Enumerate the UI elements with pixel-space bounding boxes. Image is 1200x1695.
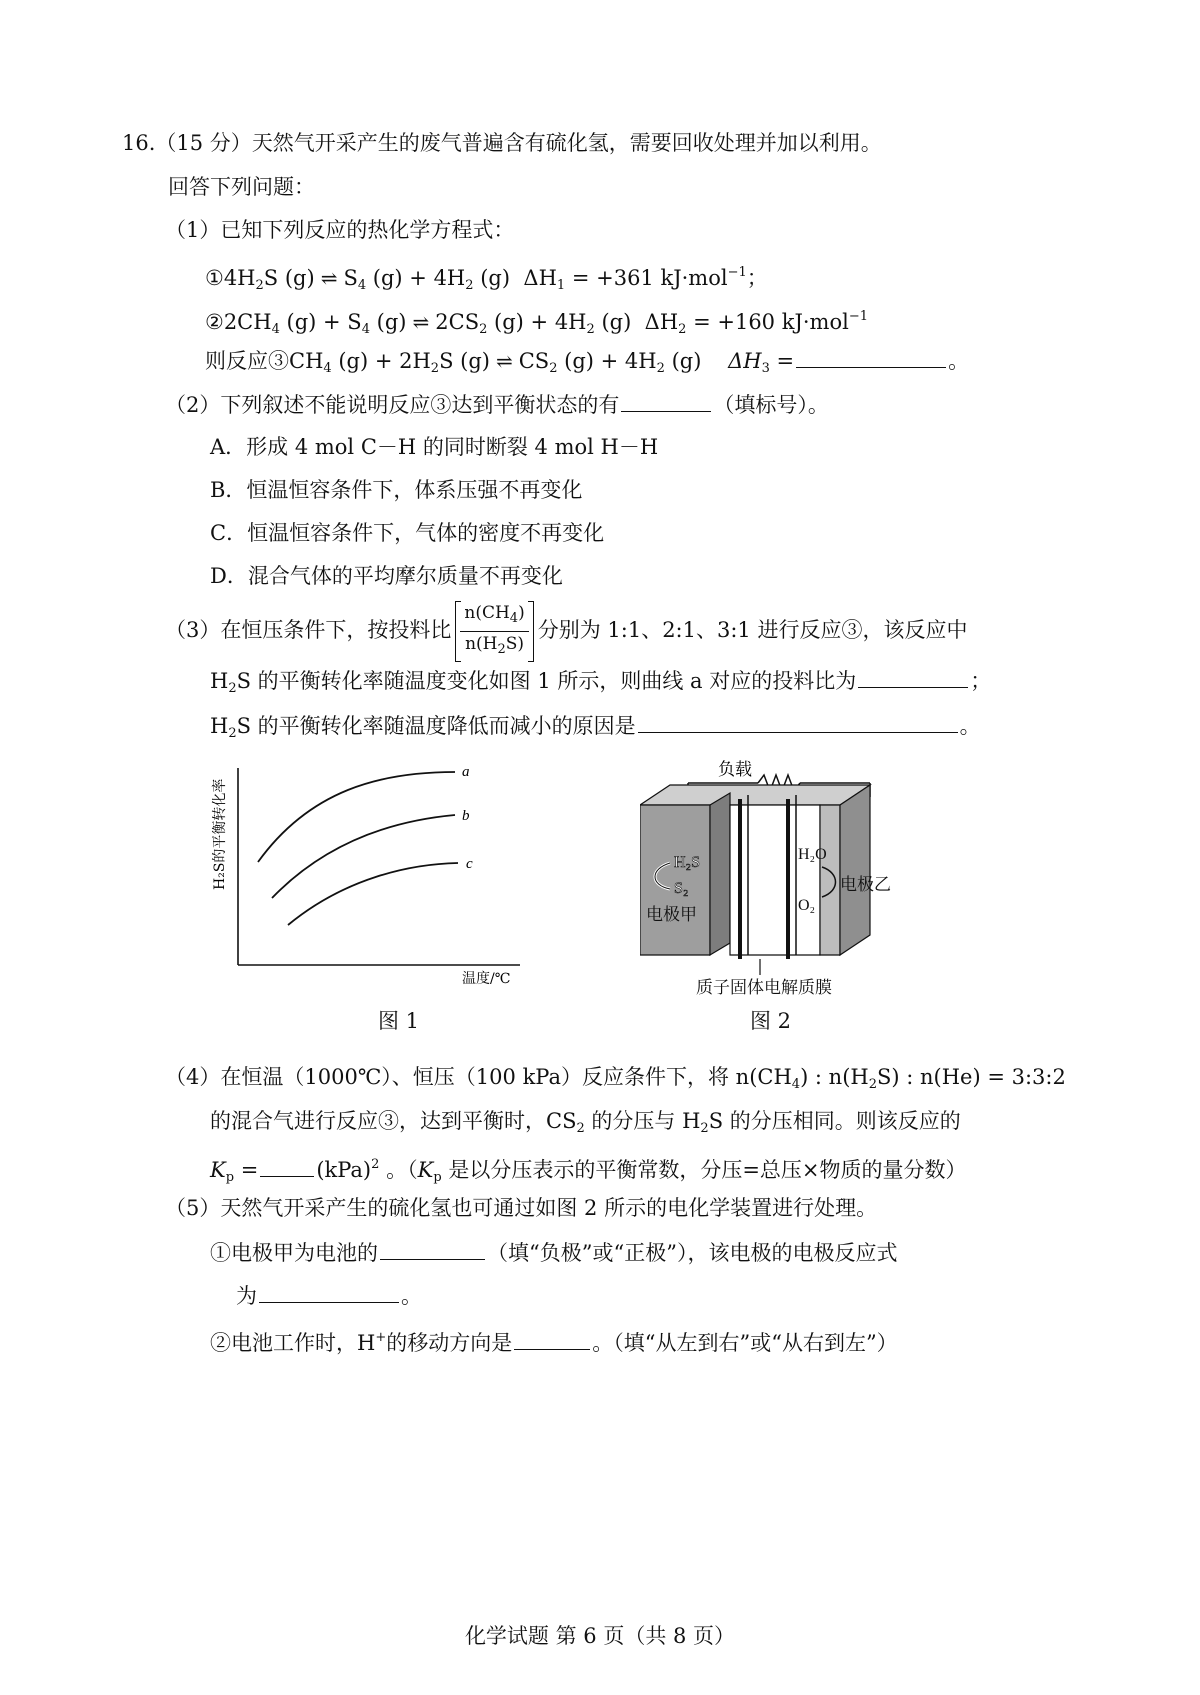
right-electrode-label: 电极乙 <box>840 875 891 895</box>
curve-label-b: b <box>462 808 470 824</box>
answer-blank-reason[interactable] <box>638 710 958 733</box>
answer-blank-ratio[interactable] <box>858 665 968 688</box>
question-prompt: 回答下列问题： <box>168 175 315 199</box>
right-bottom-species: O₂ <box>798 897 816 914</box>
curve-label-a: a <box>462 764 470 780</box>
part5-q2: ②电池工作时，H+的移动方向是 。（填“从左到右”或“从右到左”） <box>210 1323 898 1358</box>
part5-q1-cont: 为 。 <box>236 1280 422 1311</box>
left-top-species: H₂S <box>674 854 701 871</box>
figure-1-chart <box>200 760 540 990</box>
equation-1: $①4H_2S$ (g) ⇌ $S_4$ $(g) + 4H_2$ (g) $\Delta H_1 = +361$ kJ·mol$^{-1}$； <box>205 265 768 293</box>
curve-label-c: c <box>466 856 473 872</box>
part4-line1: （4）在恒温（1000℃）、恒压（100 kPa）反应条件下，将 $n(CH_4)$ : $n(H_2S)$ : n(He) = 3:3:2 <box>165 1065 1066 1092</box>
answer-blank-dh3[interactable] <box>796 345 946 368</box>
part5-q1: ①电极甲为电池的 （填“负极”或“正极”），该电极的电极反应式 <box>210 1237 897 1268</box>
part2-header: （2）下列叙述不能说明反应③达到平衡状态的有 （填标号）。 <box>165 389 829 420</box>
left-electrode-label: 电极甲 <box>646 905 697 925</box>
equilibrium-arrow-icon: ⇌ <box>412 310 430 334</box>
left-bottom-species: S₂ <box>674 880 689 897</box>
question-number: 16. <box>122 131 156 155</box>
part3-line1: （3）在恒压条件下，按投料比 $\frac{n(CH_4)}{n(H_2S)}$ 分别为 1:1、2:1、3:1 进行反应③，该反应中 <box>165 600 967 662</box>
part3-line2: $H_2S$ 的平衡转化率随温度变化如图 1 所示，则曲线 a 对应的投料比为 ； <box>210 665 991 704</box>
answer-blank-kp[interactable] <box>260 1154 314 1177</box>
electrode-right <box>840 785 870 955</box>
figure-2-caption: 图 2 <box>750 1009 792 1033</box>
part5-header: （5）天然气开采产生的硫化氢也可通过如图 2 所示的电化学装置进行处理。 <box>165 1196 878 1220</box>
equation-2: $②2CH_4$ $(g) + S_4$ (g) ⇌ $2CS_2$ $(g) + 4H_2$ (g) $\Delta H_2 = +160$ kJ·mol$^{-1}$ <box>205 309 868 337</box>
part3-line3: $H_2S$ 的平衡转化率随温度降低而减小的原因是 。 <box>210 710 981 749</box>
curve-a <box>258 772 455 862</box>
option-a: A．形成 4 mol C－H 的同时断裂 4 mol H－H <box>210 435 659 459</box>
part4-line3: $K_p = (kPa)^2$ 。（$K_p$ 是以分压表示的平衡常数，分压=总压×物质的量分数） <box>210 1150 967 1193</box>
part1-header: （1）已知下列反应的热化学方程式： <box>165 218 515 242</box>
option-c: C．恒温恒容条件下，气体的密度不再变化 <box>210 521 605 545</box>
right-top-species: H₂O <box>798 846 827 863</box>
option-d: D．混合气体的平均摩尔质量不再变化 <box>210 564 563 588</box>
y-axis-label: H₂S的平衡转化率 <box>212 778 228 890</box>
part4-line2: 的混合气进行反应③，达到平衡时，$CS_2$ 的分压与 $H_2S$ 的分压相同。则该反应的 <box>210 1109 961 1136</box>
equation-3: 则反应$③CH_4$ $(g) + 2H_2S$ (g) ⇌ $CS_2$ $(g) + 4H_2$ (g) $\Delta H_3$ = 。 <box>205 345 969 384</box>
equilibrium-arrow-icon: ⇌ <box>495 349 513 373</box>
figure-1-caption: 图 1 <box>378 1009 420 1033</box>
question-header <box>122 128 882 158</box>
feed-ratio-fraction: $\frac{n(CH_4)}{n(H_2S)}$ <box>455 601 533 662</box>
x-axis-label: 温度/℃ <box>462 971 511 987</box>
answer-blank-direction[interactable] <box>514 1327 590 1350</box>
question-score: （15 分） <box>155 131 252 155</box>
load-label: 负载 <box>718 760 752 780</box>
figure-2-diagram <box>640 755 910 1005</box>
membrane-label: 质子固体电解质膜 <box>696 978 832 998</box>
answer-blank-electrode-reaction[interactable] <box>259 1280 399 1303</box>
answer-blank-electrode[interactable] <box>380 1237 485 1260</box>
option-b: B．恒温恒容条件下，体系压强不再变化 <box>210 478 583 502</box>
answer-blank-part2[interactable] <box>621 389 711 412</box>
curve-b <box>272 815 455 898</box>
page-footer: 化学试题 第 6 页（共 8 页） <box>464 1624 736 1648</box>
question-intro: 天然气开采产生的废气普遍含有硫化氢，需要回收处理并加以利用。 <box>251 131 882 155</box>
curve-c <box>288 863 458 925</box>
equilibrium-arrow-icon: ⇌ <box>320 266 338 290</box>
